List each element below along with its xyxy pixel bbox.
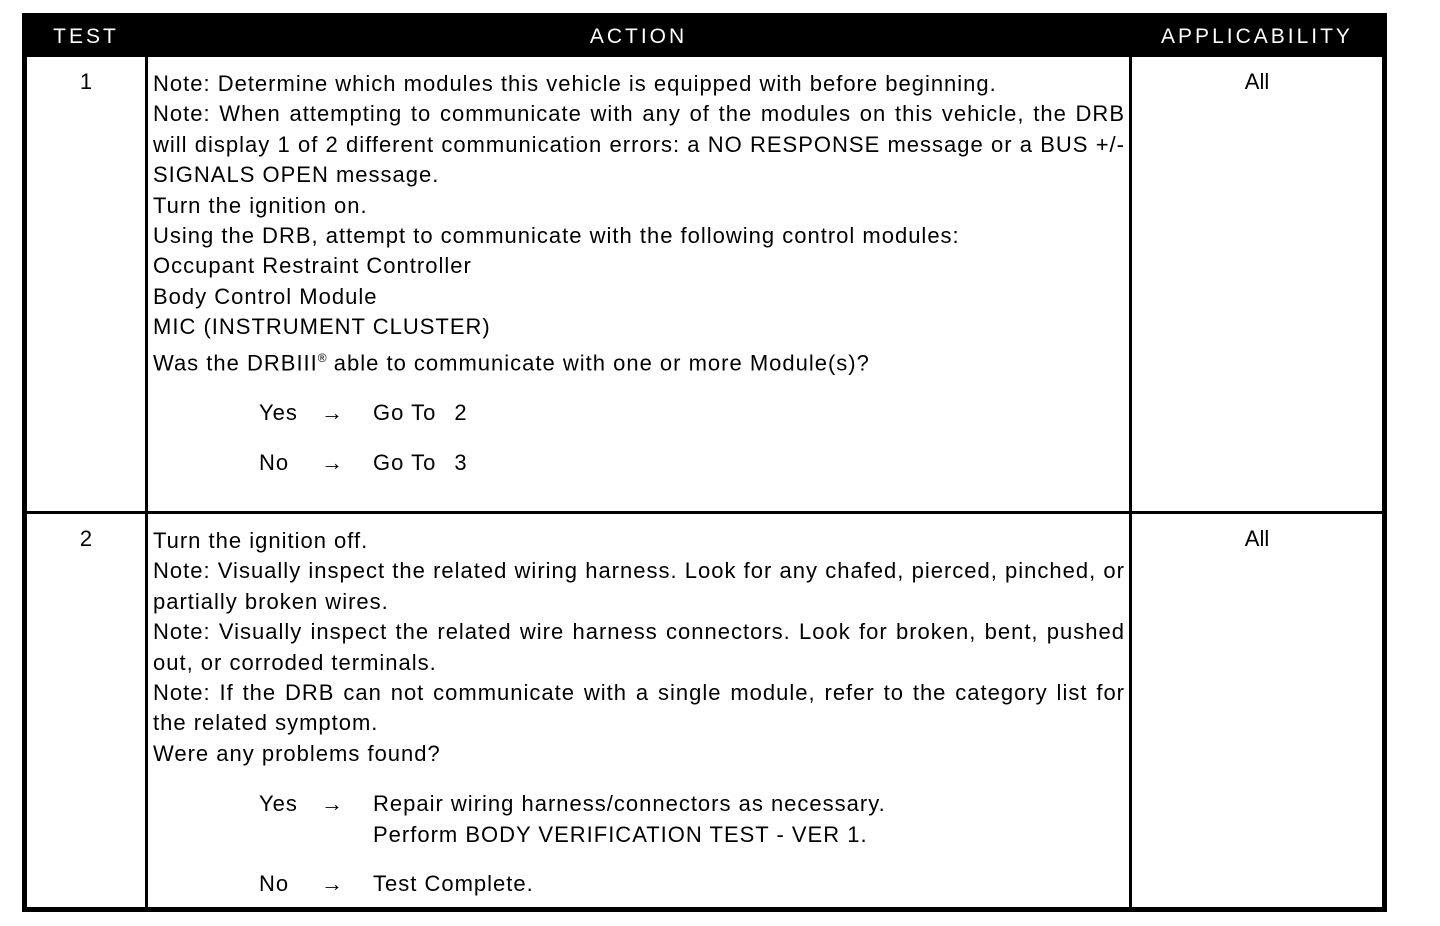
test-number: 1 bbox=[79, 69, 93, 94]
table-header bbox=[27, 18, 1382, 57]
action-question bbox=[153, 343, 1125, 379]
yes-label: Yes bbox=[259, 791, 298, 817]
applicability-value: All bbox=[1244, 526, 1270, 551]
action-line: Turn the ignition on. bbox=[153, 192, 368, 218]
action-line: Were any problems found? bbox=[153, 740, 441, 766]
action-line: Note: Visually inspect the related wire harness connectors. Look for broken, bent, pushed out, or corroded terminals. bbox=[153, 619, 1125, 675]
no-label: No bbox=[259, 871, 290, 897]
goto-target: 2 bbox=[454, 400, 468, 426]
goto-text: Go To bbox=[373, 400, 437, 426]
choices bbox=[153, 398, 1125, 478]
question-part: able to communicate with one or more Module(s)? bbox=[333, 349, 870, 375]
right-arrow-icon: → bbox=[321, 400, 343, 426]
applicability-value: All bbox=[1244, 69, 1270, 94]
diagnostic-table bbox=[22, 13, 1387, 912]
header-applicability: APPLICABILITY bbox=[1161, 25, 1353, 48]
right-arrow-icon: → bbox=[321, 449, 343, 475]
action-line: Note: Visually inspect the related wiring harness. Look for any chafed, pierced, pinched, or partially broken wires. bbox=[153, 558, 1125, 614]
result-line: Test Complete. bbox=[373, 871, 534, 897]
result-line: Repair wiring harness/connectors as necessary. bbox=[373, 791, 886, 817]
goto-target: 3 bbox=[454, 449, 468, 475]
yes-label: Yes bbox=[259, 400, 298, 426]
no-choice bbox=[153, 448, 1125, 478]
choices bbox=[153, 789, 1125, 899]
action-line: Note: Determine which modules this vehicle is equipped with before beginning. bbox=[153, 71, 997, 96]
no-choice bbox=[153, 869, 1125, 899]
yes-choice bbox=[153, 789, 1125, 850]
action-cell bbox=[153, 69, 1125, 478]
action-line: Occupant Restraint Controller bbox=[153, 253, 472, 279]
yes-choice bbox=[153, 398, 1125, 428]
action-line: Using the DRB, attempt to communicate with the following control modules: bbox=[153, 223, 960, 249]
action-cell bbox=[153, 526, 1125, 899]
header-action: ACTION bbox=[589, 25, 688, 48]
test-number: 2 bbox=[79, 526, 93, 551]
right-arrow-icon: → bbox=[321, 871, 343, 897]
action-line: Turn the ignition off. bbox=[153, 528, 369, 553]
table-row bbox=[27, 514, 1382, 912]
question-part: Was the DRBIII bbox=[153, 349, 318, 375]
no-label: No bbox=[259, 449, 290, 475]
action-line: Body Control Module bbox=[153, 283, 378, 309]
result-line: Perform BODY VERIFICATION TEST - VER 1. bbox=[373, 821, 868, 847]
header-test: TEST bbox=[53, 25, 119, 48]
goto-text: Go To bbox=[373, 449, 437, 475]
registered-mark: ® bbox=[317, 350, 327, 365]
table-row bbox=[27, 57, 1382, 511]
action-line: MIC (INSTRUMENT CLUSTER) bbox=[153, 314, 491, 340]
action-line: Note: When attempting to communicate with any of the modules on this vehicle, the DRB will display 1 of 2 different communication errors: a NO RESPONSE message or a BUS +/- SIGNALS OPEN message. bbox=[153, 101, 1125, 188]
action-line: Note: If the DRB can not communicate with a single module, refer to the category list for the related symptom. bbox=[153, 680, 1125, 736]
right-arrow-icon: → bbox=[321, 791, 343, 817]
